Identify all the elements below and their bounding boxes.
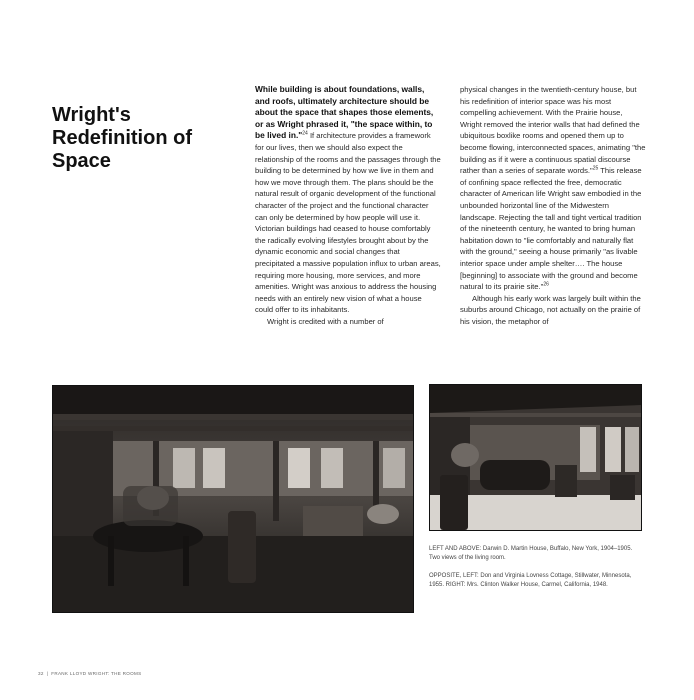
lede-sentence: While building is about foundations, walls, and roofs, ultimately architecture should be about the space that shapes those elements, or as Wright phrased it, "the space within, to be lived in." [255,84,434,141]
body-text-para2: Although his early work was largely built within the suburbs around Chicago, not actually on the prairie of his vision, the metaphor of [460,293,641,326]
body-column-right [460,84,646,327]
body-text-para2: Wright is credited with a number of [267,316,384,326]
body-text: If architecture provides a framework for our lives, then we should also expect the relationship of the rooms and the passages through the building to be determined by how we live in them and how we move through them. The plans should be the natural result of organic development of the functional character of the project and the functional character can only be determined by how people will use it. Victorian buildings had ceased to house comfortably the radically evolving lifestyles brought about by the dynamic economic and social changes that precipitated a massive population influx to urban areas, requiring more housing, more services, and more amenities. Wright was anxious to address the housing needs with an entirely new vision of what a house could offer to its inhabitants. [255,131,441,315]
body-column-left [255,84,441,327]
caption-label: LEFT AND ABOVE: [429,546,482,552]
caption-label: OPPOSITE, LEFT: [429,573,479,579]
page-number: 32 [38,671,44,676]
photo-caption [429,545,644,563]
caption-text: Darwin D. Martin House, Buffalo, New York, 1904–1905. Two views of the living room. [429,546,633,561]
living-room-photo-detail [429,384,642,531]
body-text: This release of confining space reflected the free, democratic character of American life Wright saw embodied in the unbounded horizontal line of the Midwestern landscape. Rejecting the tall and tight vertical tradition of the nineteenth century, he wanted to bring human habitation down to "lie comfortably and naturally flat with the ground," seeing a house primarily "as livable interior space under ample shelter…. The house [beginning] to associate with the ground and become natural to its prairie site." [460,166,642,292]
footnote-ref: 25 [592,165,599,172]
photo-caption-opposite [429,572,644,590]
body-text: physical changes in the twentieth-century house, but his redefinition of interior space was his most compelling achievement. With the Prairie house, Wright removed the interior walls that had defined the ubiquitous boxlike rooms and opened them up to become flowing, interconnected spaces, animating "the building as if it were a continuous spatial discourse rather than a series of separate words." [460,85,646,176]
running-title: FRANK LLOYD WRIGHT: THE ROOMS [51,671,142,676]
page-footer: 32 | FRANK LLOYD WRIGHT: THE ROOMS [38,671,142,676]
section-heading: Wright's Redefinition of Space [52,104,192,172]
footnote-ref: 24 [302,130,308,137]
living-room-photo-wide [52,385,414,613]
caption-text: Don and Virginia Lovness Cottage, Stillwater, Minnesota, 1955. RIGHT: Mrs. Clinton Walker House, Carmel, California, 1948. [429,573,632,588]
footnote-ref: 26 [543,281,549,288]
